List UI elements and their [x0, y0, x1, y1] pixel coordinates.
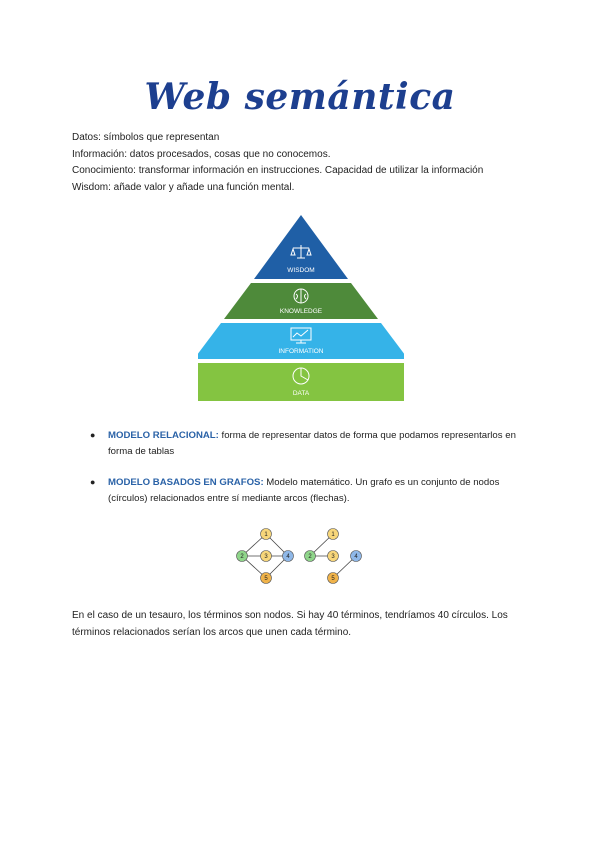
- pyramid-label-information: INFORMATION: [278, 348, 324, 355]
- pyramid-label-data: DATA: [292, 390, 310, 397]
- definition-conocimiento: Conocimiento: transformar información en instrucciones. Capacidad de utilizar la información: [72, 165, 484, 176]
- graph-node-label: 2: [240, 554, 244, 560]
- graph-node-label: 1: [331, 532, 335, 538]
- bullet-text: forma de representar datos de forma que podamos representarlos en forma de tablas: [108, 430, 516, 457]
- graph-node-label: 5: [331, 576, 335, 582]
- graph-node-label: 5: [264, 576, 268, 582]
- list-item-modelo-grafos: [90, 475, 535, 506]
- bullet-text: Modelo matemático. Un grafo es un conjunto de nodos (círculos) relacionados entre sí mediante arcos (flechas).: [108, 477, 500, 504]
- model-list: [90, 428, 535, 522]
- dikw-pyramid: [198, 215, 404, 403]
- pyramid-label-wisdom: WISDOM: [287, 267, 315, 274]
- bullet-keyword: MODELO RELACIONAL:: [108, 430, 219, 441]
- bullet-icon: ●: [90, 477, 96, 487]
- bullet-icon: ●: [90, 430, 96, 440]
- bullet-keyword: MODELO BASADOS EN GRAFOS:: [108, 477, 264, 488]
- list-item-modelo-relacional: [90, 428, 535, 459]
- graph-node-label: 4: [286, 554, 290, 560]
- graph-node-label: 2: [308, 554, 312, 560]
- definition-wisdom: Wisdom: añade valor y añade una función mental.: [72, 181, 295, 193]
- page-title: Web semántica: [144, 76, 456, 118]
- graph-node-label: 1: [264, 532, 268, 538]
- definition-informacion: Información: datos procesados, cosas que no conocemos.: [72, 148, 331, 160]
- definition-datos: Datos: símbolos que representan: [72, 132, 220, 143]
- closing-paragraph: En el caso de un tesauro, los términos son nodos. Si hay 40 términos, tendríamos 40 círculos. Los términos relacionados serían los arcos que unen cada término.: [72, 610, 508, 638]
- graph-node-label: 3: [264, 554, 268, 560]
- graph-node-label: 4: [354, 554, 358, 560]
- pyramid-label-knowledge: KNOWLEDGE: [279, 308, 323, 315]
- graph-node-label: 3: [331, 554, 335, 560]
- intro-definitions: [72, 130, 532, 196]
- graph-examples: [230, 524, 370, 588]
